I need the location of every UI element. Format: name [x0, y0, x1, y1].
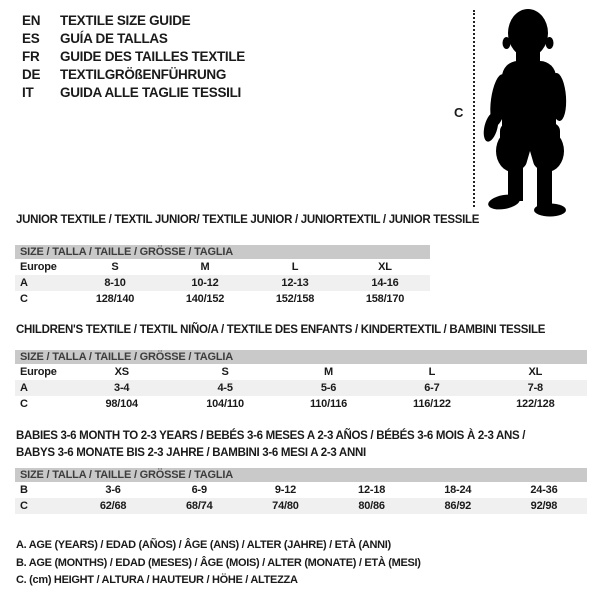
cell-value: 140/152 [185, 293, 225, 305]
junior-size-table [15, 245, 430, 307]
section-title-line: BABIES 3-6 MONTH TO 2-3 YEARS / BEBÉS 3-6 MESES A 2-3 AÑOS / BÉBÉS 3-6 MOIS À 2-3 ANS / [16, 430, 526, 442]
row-label: B [20, 484, 28, 496]
cell-value: 12-13 [281, 277, 309, 289]
language-guide-title: GUIDE DES TAILLES TEXTILE [60, 49, 246, 64]
cell-value: 8-10 [104, 277, 126, 289]
language-title-list [22, 12, 245, 102]
table-row [15, 259, 430, 275]
size-header-bar: SIZE / TALLA / TAILLE / GRÖSSE / TAGLIA [15, 350, 587, 364]
language-guide-title: GUIDA ALLE TAGLIE TESSILI [60, 85, 241, 100]
language-code: IT [22, 85, 34, 100]
cell-value: 6-7 [424, 382, 440, 394]
cell-value: 24-36 [530, 484, 558, 496]
cell-value: 7-8 [527, 382, 543, 394]
language-guide-title: GUÍA DE TALLAS [60, 31, 168, 46]
cell-value: 152/158 [275, 293, 315, 305]
cell-value: XL [378, 261, 392, 273]
junior-table-title [16, 212, 479, 229]
cell-value: L [428, 366, 436, 378]
row-label: A [20, 277, 28, 289]
table-rows [15, 482, 587, 514]
row-label: C [20, 500, 28, 512]
cell-value: 68/74 [185, 500, 213, 512]
children-size-table [15, 350, 587, 412]
cell-value: L [291, 261, 299, 273]
table-row [15, 396, 587, 412]
row-label: Europe [20, 366, 57, 378]
babies-table-title [16, 428, 525, 462]
row-label: C [20, 398, 28, 410]
legend-line: A. AGE (YEARS) / EDAD (AÑOS) / ÂGE (ANS) / ALTER (JAHRE) / ETÀ (ANNI) [16, 539, 391, 551]
language-row [22, 12, 245, 30]
cell-value: 122/128 [516, 398, 555, 410]
table-row [15, 482, 587, 498]
babies-size-table [15, 468, 587, 514]
cell-value: 104/110 [206, 398, 244, 410]
cell-value: 80/86 [358, 500, 385, 512]
row-label: A [20, 382, 28, 394]
cell-value: 128/140 [95, 293, 135, 305]
table-row [15, 380, 587, 396]
cell-value: 110/116 [309, 398, 348, 410]
table-row [15, 364, 587, 380]
language-row [22, 48, 245, 66]
cell-value: 3-4 [114, 382, 130, 394]
language-guide-title: TEXTILGRÖßENFÜHRUNG [60, 67, 227, 82]
toddler-silhouette-image [480, 5, 600, 220]
cell-value: 14-16 [371, 277, 399, 289]
table-row [15, 498, 587, 514]
row-label: Europe [20, 261, 57, 273]
cell-value: 12-18 [358, 484, 386, 496]
section-title-line: CHILDREN'S TEXTILE / TEXTIL NIÑO/A / TEXTILE DES ENFANTS / KINDERTEXTIL / BAMBINI TESSILE [16, 324, 546, 336]
height-measure-figure [440, 5, 600, 220]
language-row [22, 66, 245, 84]
height-measure-dotted-line [473, 10, 475, 207]
size-header-bar: SIZE / TALLA / TAILLE / GRÖSSE / TAGLIA [15, 468, 587, 482]
language-code: ES [22, 31, 40, 46]
language-code: DE [22, 67, 41, 82]
cell-value: 3-6 [105, 484, 121, 496]
cell-value: 98/104 [105, 398, 138, 410]
language-code: FR [22, 49, 40, 64]
table-row [15, 291, 430, 307]
section-title-line: JUNIOR TEXTILE / TEXTIL JUNIOR/ TEXTILE JUNIOR / JUNIORTEXTIL / JUNIOR TESSILE [16, 214, 480, 226]
table-rows [15, 259, 430, 307]
language-guide-title: TEXTILE SIZE GUIDE [60, 13, 191, 28]
cell-value: 62/68 [99, 500, 127, 512]
cell-value: 9-12 [274, 484, 297, 496]
cell-value: 158/170 [365, 293, 405, 305]
legend-line: C. (cm) HEIGHT / ALTURA / HAUTEUR / HÖHE / ALTEZZA [16, 574, 298, 586]
section-title-line: BABYS 3-6 MONATE BIS 2-3 JAHRE / BAMBINI 3-6 MESI A 2-3 ANNI [16, 447, 366, 459]
cell-value: 86/92 [444, 500, 472, 512]
children-table-title [16, 322, 545, 339]
table-rows [15, 364, 587, 412]
language-row [22, 84, 245, 102]
cell-value: M [324, 366, 333, 378]
cell-value: S [221, 366, 229, 378]
row-label: C [20, 293, 28, 305]
cell-value: 5-6 [320, 382, 337, 394]
legend-line: B. AGE (MONTHS) / EDAD (MESES) / ÂGE (MOIS) / ALTER (MONATE) / ETÀ (MESI) [16, 556, 421, 569]
height-measure-label: C [454, 105, 464, 120]
table-row [15, 275, 430, 291]
language-row [22, 30, 245, 48]
cell-value: 92/98 [530, 500, 558, 512]
cell-value: 10-12 [191, 277, 219, 289]
cell-value: 4-5 [217, 382, 233, 394]
cell-value: 18-24 [444, 484, 472, 496]
cell-value: XS [114, 366, 129, 378]
language-code: EN [22, 13, 41, 28]
legend-notes [16, 537, 421, 590]
cell-value: 116/122 [413, 398, 451, 410]
cell-value: S [111, 261, 119, 273]
cell-value: 74/80 [272, 500, 299, 512]
cell-value: XL [528, 366, 543, 378]
cell-value: M [200, 261, 210, 273]
size-header-bar: SIZE / TALLA / TAILLE / GRÖSSE / TAGLIA [15, 245, 430, 259]
cell-value: 6-9 [191, 484, 207, 496]
